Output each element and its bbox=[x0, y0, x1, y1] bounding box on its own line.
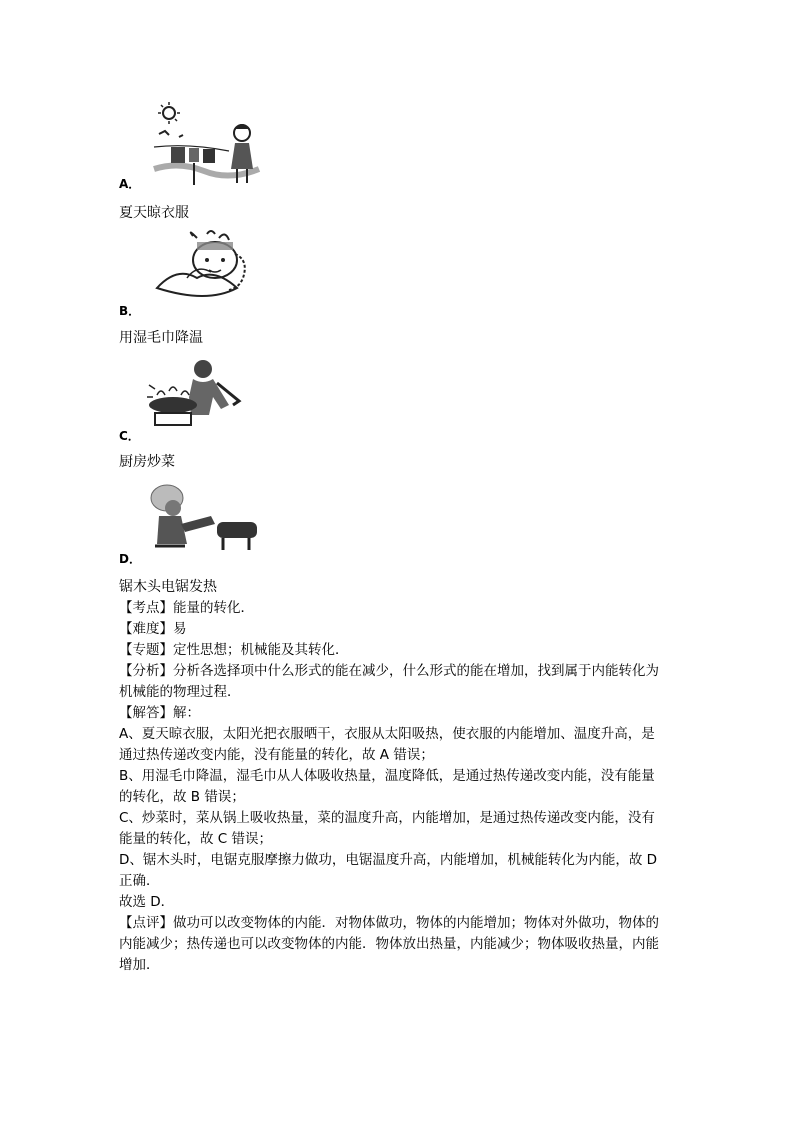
solution-d-line-1: D、锯木头时，电锯克服摩擦力做功，电锯温度升高，内能增加，机械能转化为内能，故 D bbox=[119, 852, 658, 868]
solution-c-line-2: 能量的转化，故 C 错误； bbox=[119, 831, 273, 847]
fenxi-line: 【分析】分析各选择项中什么形式的能在减少，什么形式的能在增加，找到属于内能转化为 bbox=[119, 663, 659, 679]
solution-a-line-2: 通过热传递改变内能，没有能量的转化，故 A 错误； bbox=[119, 747, 434, 763]
jieda-line: 【解答】解： bbox=[119, 705, 200, 721]
option-c bbox=[119, 355, 319, 445]
solution-b-line-2: 的转化，故 B 错误； bbox=[119, 789, 245, 805]
fenxi-line-2: 机械能的物理过程． bbox=[119, 684, 241, 700]
option-c-letter: C． bbox=[119, 429, 140, 443]
solution-a-line-1: A、夏天晾衣服，太阳光把衣服晒干，衣服从太阳吸热，使衣服的内能增加、温度升高，是 bbox=[119, 726, 655, 742]
dianping-line-2: 内能减少；热传递也可以改变物体的内能．物体放出热量，内能减少；物体吸收热量，内能 bbox=[119, 936, 659, 952]
kaodian-line: 【考点】能量的转化． bbox=[119, 600, 254, 616]
option-a-picture bbox=[149, 99, 269, 189]
option-b bbox=[119, 228, 319, 320]
option-d-picture bbox=[145, 480, 265, 556]
option-c-picture bbox=[143, 355, 243, 431]
analysis-section bbox=[119, 598, 679, 976]
option-d-caption: 锯木头电锯发热 bbox=[119, 579, 217, 595]
option-d-letter: D． bbox=[119, 552, 141, 566]
option-b-letter: B． bbox=[119, 304, 141, 318]
dianping-line: 【点评】做功可以改变物体的内能．对物体做功，物体的内能增加；物体对外做功，物体的 bbox=[119, 915, 659, 931]
dianping-line-3: 增加． bbox=[119, 957, 160, 973]
option-a-caption: 夏天晾衣服 bbox=[119, 205, 189, 221]
option-c-caption: 厨房炒菜 bbox=[119, 454, 175, 470]
option-a bbox=[119, 95, 319, 195]
solution-b-line-1: B、用湿毛巾降温，湿毛巾从人体吸收热量，温度降低，是通过热传递改变内能，没有能量 bbox=[119, 768, 655, 784]
option-b-picture bbox=[147, 228, 257, 308]
nandu-line: 【难度】易 bbox=[119, 621, 187, 637]
option-d bbox=[119, 480, 319, 570]
option-b-caption: 用湿毛巾降温 bbox=[119, 330, 203, 346]
solution-d-line-2: 正确． bbox=[119, 873, 160, 889]
zhuanti-line: 【专题】定性思想；机械能及其转化． bbox=[119, 642, 349, 658]
option-a-letter: A． bbox=[119, 177, 141, 191]
answer-line: 故选 D． bbox=[119, 894, 175, 910]
solution-c-line-1: C、炒菜时，菜从锅上吸收热量，菜的温度升高，内能增加，是通过热传递改变内能，没有 bbox=[119, 810, 655, 826]
